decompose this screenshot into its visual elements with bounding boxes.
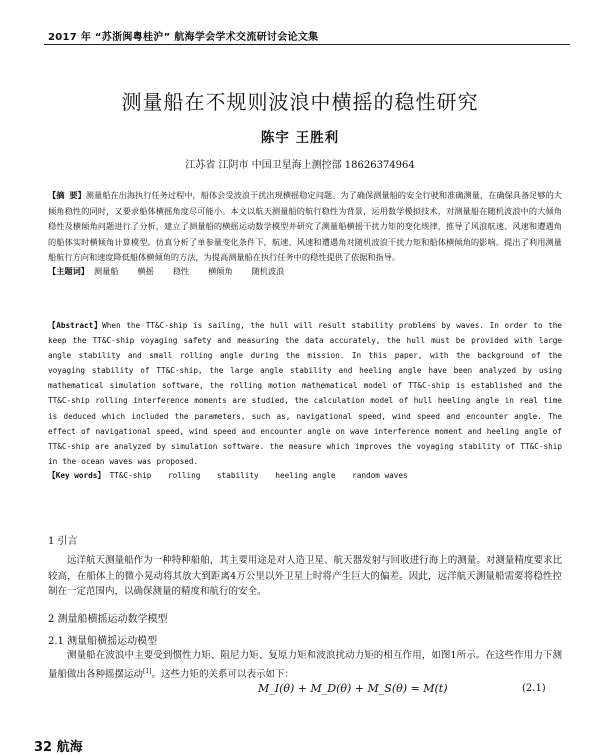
english-keyword: TT&C-ship <box>109 471 152 480</box>
english-keywords <box>48 470 562 481</box>
introduction-paragraph: 远洋航天测量船作为一种特种船舶，其主要用途是对人造卫星、航天器发射与回收进行海上的测量。对测量精度要求比较高，在船体上的微小晃动将其放大到距离4万公里以外卫星上时将产生巨大的偏差。因此，远洋航天测量船需要将稳性控制在一定范围内，以确保测量的精度和航行的安全。 <box>48 555 562 597</box>
chinese-keyword: 随机波浪 <box>251 266 285 276</box>
chinese-abstract-text: 测量船在出海执行任务过程中，船体会受波浪干扰出现横摇稳定问题。为了确保测量船的安全行驶和准确测量，在确保具备足够的大倾角稳性的同时，又要求船体横摇角度尽可能小。本文以航天测量船的航行稳性为背景，运用数学模拟技术，对测量船在随机波浪中的大倾角稳性及横倾角问题进行了分析，建立了测量船的横摇运动数学模型并研究了测量船横摇干扰力矩的变化规律，推导了风浪航速、风速和遭遇角的船体实时横倾角计算模型。仿真分析了单参量变化条件下，航速、风速和遭遇角对随机波浪干扰力矩和船体横倾角的影响。提出了利用测量船航行方向和速度降低船体横倾角的方法，为提高测量船在执行任务中的稳性提供了依据和指导。 <box>48 190 562 262</box>
paper-authors: 陈宇 王胜利 <box>260 130 340 146</box>
chinese-keyword: 横摇 <box>137 266 154 276</box>
equation-number: (2.1) <box>522 683 546 694</box>
chinese-keywords-label: 【主题词】 <box>48 266 89 276</box>
chinese-keyword: 横倾角 <box>208 266 233 276</box>
header-rule <box>44 44 570 45</box>
subsection-heading-model: 2.1 测量船横摇运动模型 <box>48 636 158 647</box>
english-keyword: random waves <box>352 471 408 480</box>
english-abstract <box>48 318 562 469</box>
section-heading-model: 2 测量船横摇运动数学模型 <box>48 614 168 625</box>
english-keyword: rolling <box>167 471 201 480</box>
paper-title: 测量船在不规则波浪中横摇的稳性研究 <box>121 90 479 114</box>
model-paragraph-text: 测量船在波浪中主要受到惯性力矩、阻尼力矩、复原力矩和波浪扰动力矩的相互作用，如图1所示。在这些作用力下测量船做出各种摇摆运动 <box>48 650 562 680</box>
english-keywords-label: 【Key words】 <box>48 471 106 480</box>
equation-2-1: M_I(θ) + M_D(θ) + M_S(θ) = M(t) <box>258 682 448 695</box>
chinese-keyword: 测量船 <box>93 266 119 276</box>
chinese-abstract <box>48 188 562 266</box>
chinese-keywords <box>48 266 562 277</box>
paper-affiliation: 江苏省 江阴市 中国卫星海上测控部 18626374964 <box>185 160 415 171</box>
running-header: 2017 年 “苏浙闽粤桂沪” 航海学会学术交流研讨会论文集 <box>48 32 319 43</box>
chinese-keyword: 稳性 <box>172 266 190 276</box>
section-heading-introduction: 1 引言 <box>48 536 78 547</box>
chinese-abstract-label: 【摘 要】 <box>48 190 86 200</box>
model-paragraph-tail: 。这些力矩的关系可以表示如下： <box>151 668 295 680</box>
english-abstract-label: 【Abstract】 <box>48 321 103 330</box>
citation-ref: [1] <box>143 667 152 675</box>
english-keyword: heeling angle <box>275 471 336 480</box>
english-keyword: stability <box>217 471 259 480</box>
model-paragraph <box>48 648 562 682</box>
page-footer: 32 航海 <box>34 740 83 755</box>
english-abstract-text: When the TT&C-ship is sailing, the hull will result stability problems by waves. In order to the keep the TT&C-ship voyaging safety and measuring the data accurately, the hull must be provided with large angle stability and small rolling angle during the mission. In this paper, with the background of the voyaging stability of TT&C-ship, the large angle stability and heeling angle have been analyzed by using mathematical simulation software, the rolling motion mathematical model of TT&C-ship is established and the TT&C-ship rolling interference moments are studied, the calculation model of hull heeling angle in real time is deduced which included the parameters, such as, navigational speed, wind speed and encounter angle. The effect of navigational speed, wind speed and encounter angle on wave interference moment and heeling angle of TT&C-ship are analyzed by simulation software. the measure which improves the voyaging stability of TT&C-ship in the ocean waves was proposed. <box>48 321 562 466</box>
